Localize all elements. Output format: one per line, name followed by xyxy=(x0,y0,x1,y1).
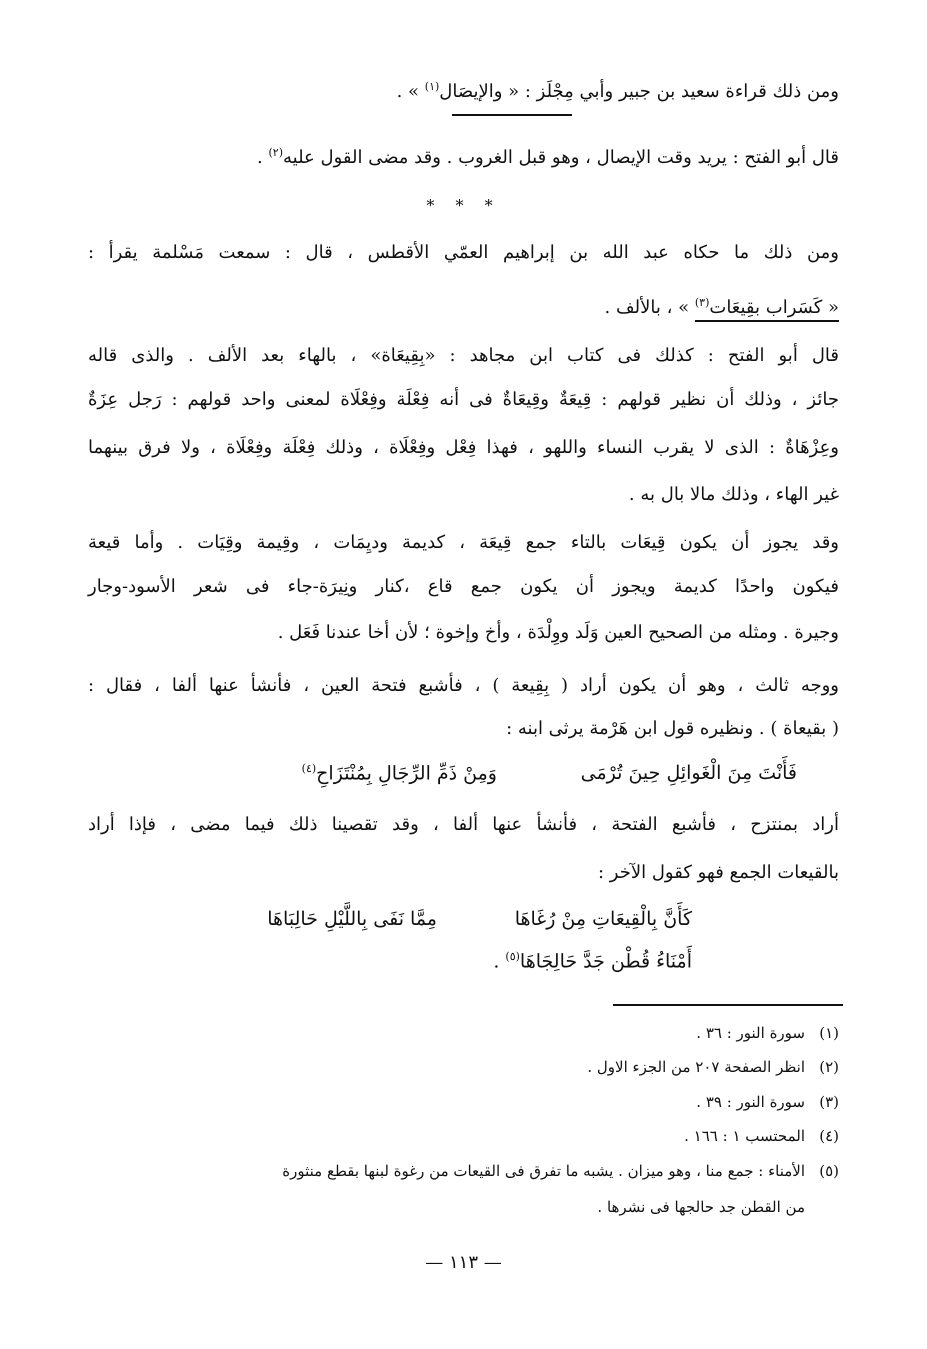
footnote-marker: (١) xyxy=(424,80,440,93)
footnote-5 xyxy=(88,1160,839,1182)
text-segment: قال أبو الفتح : يريد وقت الإيصال ، وهو قبل الغروب . وقد مضى القول عليه xyxy=(283,147,839,168)
underlined-reading xyxy=(695,297,839,322)
footnote-marker: (٥) xyxy=(505,950,520,963)
footnote-number: (٤) xyxy=(819,1127,839,1145)
footnote-text: الأمناء : جمع منا ، وهو ميزان . يشبه ما تفرق فى القيعات من رغوة لبنها بقطع منثورة xyxy=(282,1162,805,1180)
footnote-number: (٥) xyxy=(819,1162,839,1180)
text-line-15: بالقيعات الجمع فهو كقول الآخر : xyxy=(598,862,839,883)
text-line-13: ( بقيعاة ) . ونظيره قول ابن هَرْمة يرثى ابنه : xyxy=(506,718,839,739)
text-line-7: وعِزْهَاةٌ : الذى لا يقرب النساء واللهو ، فهذا فِعْل وفِعْلَاة ، وذلك فِعْلَة وفِعْلَاة ، ولا فرق بينهما xyxy=(88,437,839,458)
footnote-4 xyxy=(88,1125,839,1147)
section-separator: * * * xyxy=(426,196,501,215)
text-segment: . xyxy=(493,950,506,973)
footnote-text: انظر الصفحة ٢٠٧ من الجزء الاول . xyxy=(587,1058,805,1076)
text-line-1 xyxy=(88,74,839,105)
footnote-marker: (٢) xyxy=(268,146,283,159)
text-line-9: وقد يجوز أن يكون قِيعَات بالتاء جمع قِيعَة ، كديمة وديِمَات ، وقِيمة وقِيَات . وأما قيعة xyxy=(88,532,839,553)
verse-third-line xyxy=(493,950,692,972)
verse-second-hemistich xyxy=(302,762,497,784)
text-line-12: ووجه ثالث ، وهو أن يكون أراد ( بِقِيعة ) ، فأشبع فتحة العين ، فأنشأ عنها ألفا ، فقال : xyxy=(88,675,839,696)
text-segment: « كَسَراب بقِيعَات xyxy=(709,297,839,318)
footnote-text: سورة النور : ٣٦ . xyxy=(696,1024,805,1042)
footnote-number: (٣) xyxy=(819,1093,839,1111)
page-number: — ١١٣ — xyxy=(425,1252,502,1273)
footnote-separator xyxy=(613,1004,843,1006)
text-line-5: قال أبو الفتح : كذلك فى كتاب ابن مجاهد : «بِقِيعَاة» ، بالهاء بعد الألف . والذى قاله xyxy=(88,345,839,366)
footnote-3 xyxy=(88,1091,839,1113)
text-segment: » ، بالألف . xyxy=(604,297,695,318)
footnote-text: سورة النور : ٣٩ . xyxy=(696,1093,805,1111)
verse-first-hemistich: كَأَنَّ بِالْقِيعَاتِ مِنْ رُغَاهَا xyxy=(514,908,692,930)
footnote-text: من القطن جد حالجها فى نشرها . xyxy=(597,1198,805,1216)
text-line-11: وجيرة . ومثله من الصحيح العين وَلَد ووِلْدَة ، وأخ وإخوة ؛ لأن أخا عندنا فَعَل . xyxy=(277,622,839,643)
footnote-number: (١) xyxy=(819,1024,839,1042)
underline-rule xyxy=(452,114,572,116)
text-line-6: جائز ، وذلك أن نظير قولهم : قِيعَةٌ وقِيعَاةٌ فى أنه فِعْلَة وفِعْلَاة لمعنى واحد قولهم : رَجل عِزَةٌ xyxy=(88,389,839,410)
text-line-14: أراد بمنتزح ، فأشبع الفتحة ، فأنشأ عنها ألفا ، وقد تقصينا ذلك فيما مضى ، فإذا أراد xyxy=(88,814,839,835)
verse-second-hemistich: مِمَّا نَفَى بِاللَّيْلِ حَالِبَاهَا xyxy=(267,908,437,930)
text-segment: . xyxy=(257,147,269,168)
footnote-number: (٢) xyxy=(819,1058,839,1076)
text-segment: وَمِنْ ذَمِّ الرِّجَالِ بِمُنْتَزَاحِ xyxy=(316,762,497,785)
text-line-3: ومن ذلك ما حكاه عبد الله بن إبراهيم العمّي الأقطس ، قال : سمعت مَسْلمة يقرأ : xyxy=(88,242,839,263)
footnote-2 xyxy=(88,1056,839,1078)
text-segment: أَمْنَاءُ قُطْن جَدَّ حَالِجَاهَا xyxy=(519,950,692,973)
text-line-2 xyxy=(88,140,839,171)
footnote-5-continued xyxy=(88,1196,839,1218)
footnote-marker: (٣) xyxy=(694,296,710,309)
footnote-1 xyxy=(88,1022,839,1044)
footnote-text: المحتسب ١ : ١٦٦ . xyxy=(684,1127,805,1145)
text-line-4 xyxy=(88,290,839,321)
text-segment: » . xyxy=(396,81,425,102)
text-line-10: فيكون واحدًا كديمة ويجوز أن يكون جمع قاع ،كنار ونِيرَة-جاء فى شعر الأسود-وجار xyxy=(88,576,839,597)
text-line-8: غير الهاء ، وذلك مالا بال به . xyxy=(628,484,839,505)
footnote-marker: (٤) xyxy=(301,762,317,775)
verse-first-hemistich: فَأَنْتَ مِنَ الْغَوائِلِ حِينَ تُرْمَى xyxy=(580,762,797,784)
text-segment: ومن ذلك قراءة سعيد بن جبير وأبي مِجْلَز : « والإيصَال xyxy=(439,81,839,102)
